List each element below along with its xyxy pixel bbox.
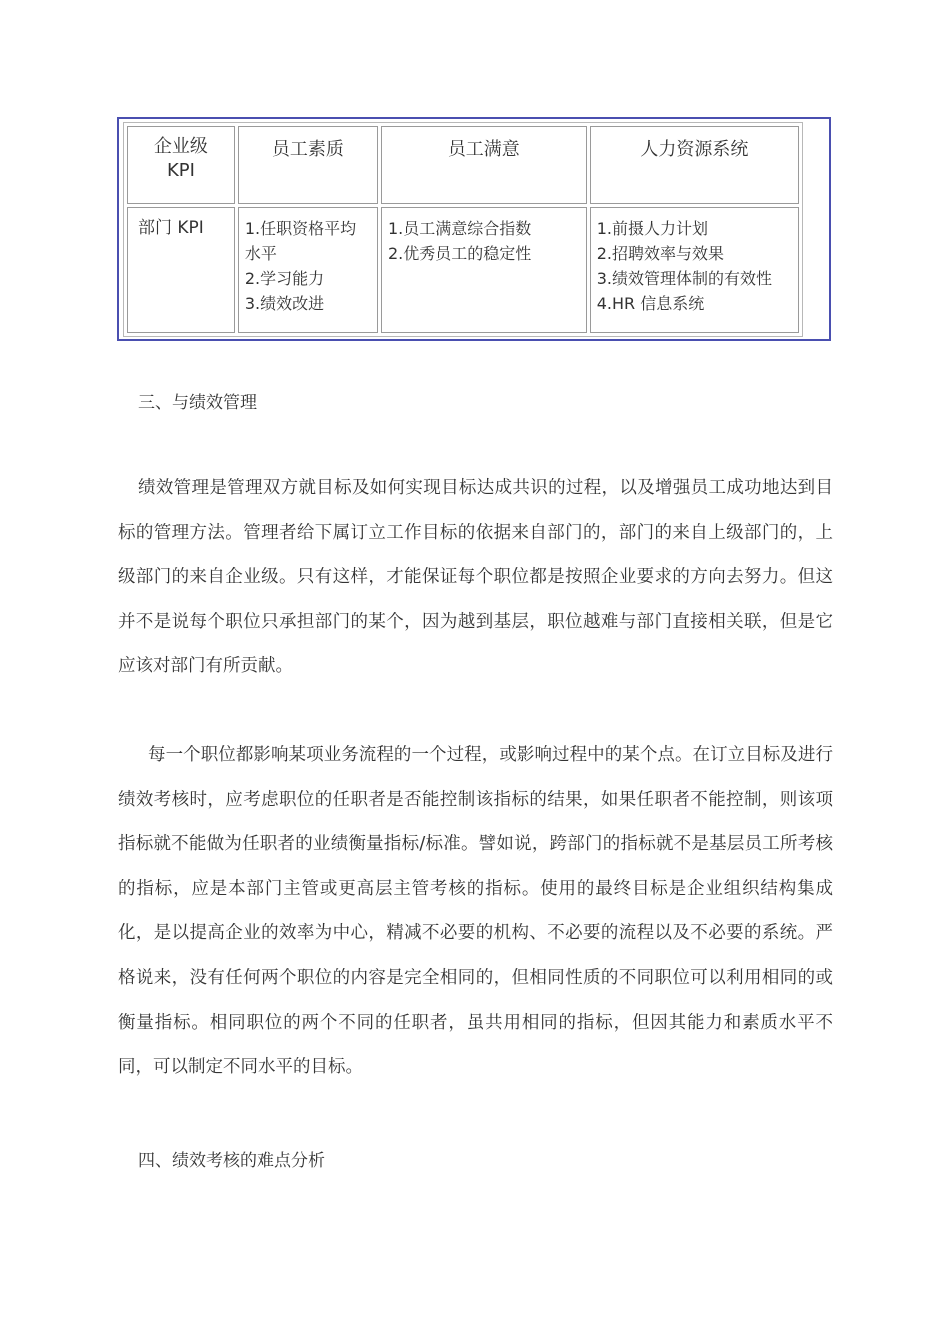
cell-line: 4.HR 信息系统 (596, 294, 705, 313)
header-col-staff-satisfaction: 员工满意 (381, 126, 587, 204)
section-heading-4: 四、绩效考核的难点分析 (138, 1151, 325, 1171)
cell-line: 2.优秀员工的稳定性 (387, 244, 532, 263)
cell-line: 3.绩效改进 (244, 294, 325, 313)
header-level-line: 企业级 (153, 136, 208, 157)
section-heading-3: 三、与绩效管理 (138, 393, 257, 413)
cell-line: 水平 (244, 244, 277, 263)
kpi-table-figure (117, 117, 831, 341)
header-col-staff-quality: 员工素质 (238, 126, 378, 204)
header-level-cell (127, 126, 235, 204)
table-header-row (127, 126, 799, 204)
cell-line: 1.前摄人力计划 (596, 219, 708, 238)
kpi-table (123, 122, 803, 337)
cell-staff-satisfaction (381, 207, 587, 333)
cell-hr-system (590, 207, 799, 333)
table-row (127, 207, 799, 333)
header-level-line: KPI (166, 160, 195, 181)
cell-line: 3.绩效管理体制的有效性 (596, 269, 772, 288)
row-level-cell: 部门 KPI (127, 207, 235, 333)
header-col-hr-system: 人力资源系统 (590, 126, 799, 204)
cell-line: 2.学习能力 (244, 269, 325, 288)
cell-staff-quality (238, 207, 378, 333)
cell-line: 2.招聘效率与效果 (596, 244, 724, 263)
cell-line: 1.任职资格平均 (244, 219, 357, 238)
cell-line: 1.员工满意综合指数 (387, 219, 532, 238)
paragraph-performance-management: 绩效管理是管理双方就目标及如何实现目标达成共识的过程，以及增强员工成功地达到目标的管理方法。管理者给下属订立工作目标的依据来自部门的，部门的来自上级部门的，上级部门的来自企业级。只有这样，才能保证每个职位都是按照企业要求的方向去努力。但这并不是说每个职位只承担部门的某个，因为越到基层，职位越难与部门直接相关联，但是它应该对部门有所贡献。 (118, 478, 833, 677)
paragraph-position-indicators: 每一个职位都影响某项业务流程的一个过程，或影响过程中的某个点。在订立目标及进行绩效考核时，应考虑职位的任职者是否能控制该指标的结果，如果任职者不能控制，则该项指标就不能做为任职者的业绩衡量指标/标准。譬如说，跨部门的指标就不是基层员工所考核的指标，应是本部门主管或更高层主管考核的指标。使用的最终目标是企业组织结构集成化，是以提高企业的效率为中心，精减不必要的机构、不必要的流程以及不必要的系统。严格说来，没有任何两个职位的内容是完全相同的，但相同性质的不同职位可以利用相同的或衡量指标。相同职位的两个不同的任职者，虽共用相同的指标，但因其能力和素质水平不同，可以制定不同水平的目标。 (118, 745, 833, 1078)
